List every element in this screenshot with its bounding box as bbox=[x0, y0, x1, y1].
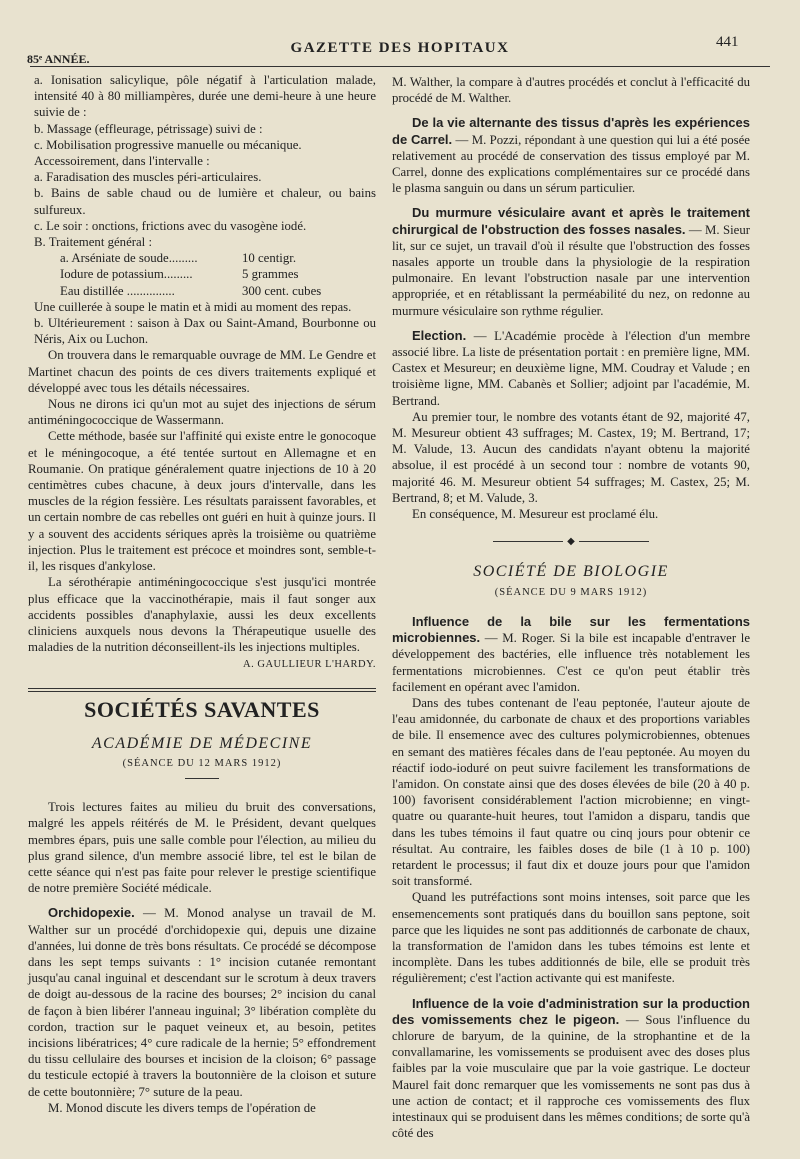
recipe-name: a. Arséniate de soude......... bbox=[60, 251, 198, 266]
article-text: — Sous l'influence du chlorure de baryum, de la quinine, de la strophantine et de la convallamarine, les vomissements se produisent avec des doses plus faibles par la voie musculaire que par la voie gastrique. Le docteur Maurel fait donc remarquer que les vomissements ne sont pas dus à une action de contact; et il rapproche ces vomissements des flux intestinaux qui se produisent dans les mêmes conditions; de sorte qu'à côté des bbox=[392, 1012, 750, 1141]
article bbox=[392, 328, 750, 409]
article-text: — M. Sieur lit, sur ce sujet, un travail d'où il résulte que l'obstruction des fosses nasales apporte un trouble dans la physiologie de la respiration pulmonaire. En levant l'obstruction nasale par une intervention appropriée, et en rétablissant la perméabilité du nez, on redonne au murmure vésiculaire son rythme régulier. bbox=[392, 222, 750, 318]
paragraph: Au premier tour, le nombre des votants étant de 92, majorité 47, M. Mesureur obtient 43 suffrages; M. Castex, 19; M. Bertrand, 17; M. Valude, 13. Aucun des candidats n'ayant obtenu la majorité absolue, il est procédé à un second tour : nombre de votants 90, majorité 46. M. Mesureur obtient 54 suffrages; M. Castex, 25; M. Bertrand, 8; et M. Valude, 3. bbox=[392, 409, 750, 505]
journal-title: GAZETTE DES HOPITAUX bbox=[290, 40, 510, 56]
society-heading: SOCIÉTÉ DE BIOLOGIE bbox=[473, 563, 669, 581]
treatment-item: Accessoirement, dans l'intervalle : bbox=[34, 154, 210, 169]
article-title: Election. bbox=[412, 327, 467, 343]
paragraph: Nous ne dirons ici qu'un mot au sujet des injections de sérum antiméningococcique de Wassermann. bbox=[28, 397, 376, 428]
paragraph: M. Monod discute les divers temps de l'opération de bbox=[48, 1100, 316, 1115]
treatment-item: a. Ionisation salicylique, pôle négatif à l'articulation malade, intensité 40 à 80 milliampères, durée une demi-heure à une heure suivie de : bbox=[34, 73, 376, 120]
paragraph: Une cuillerée à soupe le matin et à midi au moment des repas. bbox=[34, 299, 352, 314]
article-text: — M. Monod analyse un travail de M. Walther sur un procédé d'orchidopexie qui, depuis une dizaine d'années, lui donne de très bons résultats. Ce procédé se décompose dans les sept temps suivants : 1° incision cutanée remontant jusqu'au canal inguinal et descendant sur le scrotum à deux travers de doigt au-dessous de la racine des bourses; 2° incision du canal de façon à bien libérer l'anneau inguinal; 3° libération complète du cordon, traction sur le paquet veineux et, au besoin, petites incisions libératrices; 4° cure radicale de la hernie; 5° effondrement du tissu cellulaire des bourses et incision de la cloison; 6° passage du testicule ectopié à travers la boutonnière de la cloison et suture de cette boutonnière; 7° suture de la peau. bbox=[28, 906, 376, 1099]
article-title: Orchidopexie. bbox=[48, 905, 135, 921]
recipe-qty: 300 cent. cubes bbox=[242, 283, 322, 298]
treatment-item: c. Mobilisation progressive manuelle ou mécanique. bbox=[34, 137, 302, 152]
recipe-table bbox=[28, 250, 376, 299]
recipe-qty: 10 centigr. bbox=[242, 251, 297, 266]
section-heading: SOCIÉTÉS SAVANTES bbox=[84, 696, 320, 722]
recipe-row bbox=[28, 283, 376, 299]
paragraph: La sérothérapie antiméningococcique s'est jusqu'ici montrée plus efficace que la vaccinothérapie, mais il faut songer aux accidents possibles d'anaphylaxie, aussi les deux excellents cliniciens auxquels nous devons la Thérapeutique usuelle des maladies de la nutrition déconseillent-ils les injections multiples. bbox=[28, 575, 376, 655]
paragraph: Quand les putréfactions sont moins intenses, soit parce que les ensemencements sont pratiqués dans du bouillon sans peptone, soit parce que les liquides ne sont pas additionnés de carbonate de chaux, la transformation de l'amidon dans les tubes témoins est lente et incomplète. Dans les tubes additionnés de bile, elle se produit très régulièrement; c'est l'action activante qui est manifeste. bbox=[392, 890, 750, 986]
article-title: Influence de la bile sur les fermentations microbiennes. bbox=[392, 613, 750, 646]
header-rule bbox=[30, 66, 770, 67]
left-column bbox=[28, 72, 376, 1116]
paragraph: M. Walther, la compare à d'autres procédés et conclut à l'efficacité du procédé de M. Walther. bbox=[392, 75, 750, 106]
paragraph: En conséquence, M. Mesureur est proclamé élu. bbox=[412, 507, 659, 522]
paragraph: Dans des tubes contenant de l'eau peptonée, l'auteur ajoute de l'eau amidonnée, du carbonate de chaux et des proportions variables de bile. Il ensemence avec des cultures polymicrobiennes, obtenues en semant des matières fécales dans de l'eau peptonée. Au moyen du réactif iodo-ioduré on peut suivre facilement les transformations de l'amidon. On constate ainsi que des doses élevées de bile (20 à 40 p. 100) favorisent considérablement l'action microbienne; en vingt-quatre ou quarante-huit heures, tout l'amidon a disparu, tandis que dans les tubes témoins il faut quatre ou cinq jours pour obtenir ce résultat. Au contraire, les faibles doses de bile (1 à 10 p. 100) retardent le processus; il faut dix et douze jours pour que l'amidon soit transformé. bbox=[392, 695, 750, 889]
treatment-heading: B. Traitement général : bbox=[34, 235, 152, 250]
treatment-item: a. Faradisation des muscles péri-articulaires. bbox=[34, 170, 262, 185]
session-date: (SÉANCE DU 9 MARS 1912) bbox=[494, 586, 648, 598]
article-text: — M. Pozzi, répondant à une question qui lui a été posée relativement au procédé de conservation des tissus employé par M. Carrel, donne des explications complémentaires sur ce procédé dans le plasma sanguin ou dans un sérum particulier. bbox=[392, 132, 750, 196]
right-column bbox=[392, 74, 750, 1141]
ornament-divider: ◆ bbox=[392, 534, 750, 550]
year-label: 85ᵉ ANNÉE. bbox=[27, 52, 90, 66]
article bbox=[392, 614, 750, 695]
article bbox=[392, 996, 750, 1142]
article-title: De la vie alternante des tissus d'après les expériences de Carrel. bbox=[392, 115, 750, 147]
paragraph: b. Ultérieurement : saison à Dax ou Saint-Amand, Bourbonne ou Néris, Aix ou Luchon. bbox=[34, 316, 376, 347]
society-heading: ACADÉMIE DE MÉDECINE bbox=[91, 734, 313, 752]
recipe-row bbox=[28, 266, 376, 282]
article bbox=[28, 905, 376, 1099]
article bbox=[392, 115, 750, 196]
article bbox=[392, 205, 750, 318]
treatment-item: b. Massage (effleurage, pétrissage) suivi de : bbox=[34, 121, 263, 136]
short-rule bbox=[185, 778, 219, 779]
session-date: (SÉANCE DU 12 MARS 1912) bbox=[122, 757, 282, 769]
recipe-qty: 5 grammes bbox=[242, 267, 299, 282]
paragraph: Cette méthode, basée sur l'affinité qui existe entre le gonocoque et le méningocoque, a été tentée surtout en Allemagne et en Roumanie. On pratique généralement quatre injections de 10 à 20 centimètres cubes chacune, à deux jours d'intervalle, dans les muscles de la région fessière. Les résultats paraissent favorables, et un certain nombre de cas rebelles ont guéri en huit à quinze jours. Il y a souvent des accidents sériques après la troisième ou quatrième injection. Plus le traitement est précoce et moindres sont, semble-t-il, les risques d'ankylose. bbox=[28, 429, 376, 574]
paragraph: On trouvera dans le remarquable ouvrage de MM. Le Gendre et Martinet chacun des points de ces divers traitements expliqué et développé avec tous les détails nécessaires. bbox=[28, 348, 376, 395]
article-text: — M. Roger. Si la bile est incapable d'entraver le développement des bactéries, elle influence très notablement les fermentations microbiennes. C'est ce qu'on peut établir très facilement en opérant avec l'amidon. bbox=[392, 631, 750, 694]
recipe-name: Iodure de potassium......... bbox=[60, 267, 193, 282]
recipe-name: Eau distillée ............... bbox=[60, 283, 175, 298]
treatment-item: b. Bains de sable chaud ou de lumière et chaleur, ou bains sulfureux. bbox=[34, 186, 376, 217]
article-title: Du murmure vésiculaire avant et après le traitement chirurgical de l'obstruction des fosses nasales. bbox=[392, 205, 750, 237]
page-number: 441 bbox=[716, 34, 739, 50]
section-rule bbox=[28, 688, 376, 692]
paragraph: Trois lectures faites au milieu du bruit des conversations, malgré les appels réitérés de M. le Président, devant quelques membres épars, puis une salle comble pour l'élection, au milieu du plus grand silence, d'un membre associé libre, tel est le bilan de cette séance qui n'est pas faite pour relever le prestige scientifique de notre première Société médicale. bbox=[28, 800, 376, 896]
author-signature: A. GAULLIEUR L'HARDY. bbox=[243, 659, 376, 671]
article-text: — L'Académie procède à l'élection d'un membre associé libre. La liste de présentation portait : en première ligne, MM. Castex et Mesureur; en deuxième ligne, MM. Coudray et Valude ; en troisième ligne, MM. Cabanès et Sollier; adjoint par l'académie, M. Bertrand. bbox=[392, 328, 750, 408]
article-title: Influence de la voie d'administration sur la production des vomissements chez le pigeon. bbox=[392, 995, 750, 1027]
treatment-item: c. Le soir : onctions, frictions avec du vasogène iodé. bbox=[34, 218, 307, 233]
recipe-row bbox=[28, 250, 376, 266]
